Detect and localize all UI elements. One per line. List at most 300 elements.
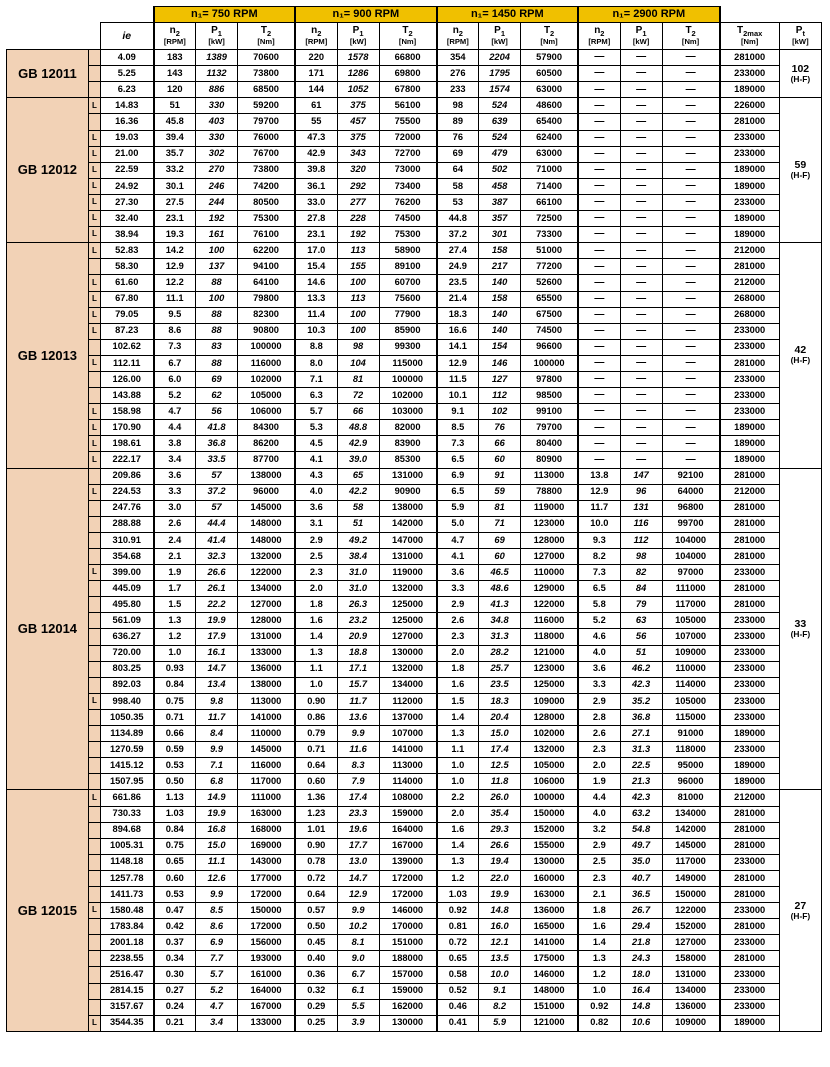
- cell-g900-t2: 141000: [379, 742, 437, 758]
- cell-g2900-n2: 13.8: [578, 468, 620, 484]
- cell-g1450-p1: 357: [479, 211, 521, 227]
- cell-g1450-t2: 150000: [521, 806, 579, 822]
- cell-g900-p1: 9.9: [337, 903, 379, 919]
- cell-g2900-t2: 105000: [662, 613, 720, 629]
- cell-g750-n2: 143: [154, 66, 196, 82]
- l-flag-cell: L: [88, 404, 100, 420]
- ie-value: 247.76: [100, 500, 153, 516]
- cell-g750-t2: 143000: [238, 854, 296, 870]
- cell-g900-p1: 1052: [337, 82, 379, 98]
- cell-g900-p1: 10.2: [337, 919, 379, 935]
- cell-g1450-p1: 19.4: [479, 854, 521, 870]
- cell-g900-t2: 76200: [379, 194, 437, 210]
- cell-g900-t2: 73000: [379, 162, 437, 178]
- cell-g1450-t2: 121000: [521, 645, 579, 661]
- cell-g750-p1: 3.4: [196, 1015, 238, 1031]
- t2max-value: 281000: [720, 806, 780, 822]
- l-flag-cell: [88, 870, 100, 886]
- cell-g750-n2: 0.37: [154, 935, 196, 951]
- cell-g900-p1: 98: [337, 339, 379, 355]
- cell-g1450-n2: 2.0: [437, 645, 479, 661]
- cell-g750-p1: 7.7: [196, 951, 238, 967]
- t2max-value: 233000: [720, 854, 780, 870]
- cell-g900-t2: 83900: [379, 436, 437, 452]
- cell-g900-t2: 85300: [379, 452, 437, 468]
- ie-value: 3157.67: [100, 999, 153, 1015]
- cell-g750-p1: 41.8: [196, 420, 238, 436]
- cell-g750-t2: 148000: [238, 532, 296, 548]
- l-flag-cell: [88, 951, 100, 967]
- cell-g900-t2: 74500: [379, 211, 437, 227]
- l-flag-cell: [88, 629, 100, 645]
- cell-g750-p1: 6.8: [196, 774, 238, 790]
- cell-g750-t2: 163000: [238, 806, 296, 822]
- t2max-value: 212000: [720, 275, 780, 291]
- unit-nm: [Nm]: [398, 37, 417, 47]
- l-flag-cell: L: [88, 275, 100, 291]
- cell-g900-n2: 4.5: [295, 436, 337, 452]
- l-flag-cell: L: [88, 355, 100, 371]
- table-row: [7, 307, 822, 323]
- cell-g900-n2: 15.4: [295, 259, 337, 275]
- cell-g2900-t2: 111000: [662, 581, 720, 597]
- cell-g2900-t2: —: [662, 130, 720, 146]
- cell-g2900-n2: —: [578, 355, 620, 371]
- cell-g2900-p1: —: [620, 130, 662, 146]
- cell-g900-p1: 17.7: [337, 838, 379, 854]
- cell-g900-t2: 134000: [379, 677, 437, 693]
- cell-g2900-p1: 96: [620, 484, 662, 500]
- t2max-value: 233000: [720, 967, 780, 983]
- t2max-value: 233000: [720, 323, 780, 339]
- t2max-value: 233000: [720, 645, 780, 661]
- cell-g750-n2: 1.03: [154, 806, 196, 822]
- cell-g1450-p1: 28.2: [479, 645, 521, 661]
- header-model-blank: [7, 23, 89, 50]
- cell-g2900-p1: 40.7: [620, 870, 662, 886]
- table-row: [7, 388, 822, 404]
- cell-g900-t2: 137000: [379, 709, 437, 725]
- cell-g1450-n2: 10.1: [437, 388, 479, 404]
- cell-g900-t2: 56100: [379, 98, 437, 114]
- l-flag-cell: [88, 983, 100, 999]
- cell-g2900-n2: 2.3: [578, 870, 620, 886]
- column-header-750-t2: $T_2$ [Nm]: [238, 23, 296, 50]
- t2max-value: 281000: [720, 919, 780, 935]
- cell-g2900-t2: —: [662, 259, 720, 275]
- cell-g750-t2: 87700: [238, 452, 296, 468]
- t2max-value: 189000: [720, 436, 780, 452]
- cell-g750-n2: 7.3: [154, 339, 196, 355]
- cell-g750-p1: 12.6: [196, 870, 238, 886]
- cell-g1450-p1: 16.0: [479, 919, 521, 935]
- cell-g900-n2: 0.60: [295, 774, 337, 790]
- cell-g900-t2: 77900: [379, 307, 437, 323]
- cell-g900-n2: 144: [295, 82, 337, 98]
- cell-g750-t2: 106000: [238, 404, 296, 420]
- cell-g900-t2: 138000: [379, 500, 437, 516]
- t2max-value: 281000: [720, 549, 780, 565]
- table-row: [7, 822, 822, 838]
- cell-g750-t2: 79700: [238, 114, 296, 130]
- ie-value: 1580.48: [100, 903, 153, 919]
- cell-g1450-p1: 60: [479, 549, 521, 565]
- cell-g1450-p1: 18.3: [479, 693, 521, 709]
- cell-g1450-t2: 175000: [521, 951, 579, 967]
- cell-g1450-p1: 66: [479, 436, 521, 452]
- cell-g900-p1: 100: [337, 275, 379, 291]
- cell-g2900-t2: 152000: [662, 919, 720, 935]
- cell-g750-t2: 82300: [238, 307, 296, 323]
- t2max-value: 189000: [720, 178, 780, 194]
- model-name-cell: GB 12015: [7, 790, 89, 1031]
- header-row-units: [7, 23, 822, 50]
- ie-value: 61.60: [100, 275, 153, 291]
- column-header-900-t2: $T_2$ [Nm]: [379, 23, 437, 50]
- cell-g750-n2: 1.0: [154, 645, 196, 661]
- cell-g750-p1: 246: [196, 178, 238, 194]
- cell-g750-n2: 0.66: [154, 726, 196, 742]
- cell-g900-p1: 42.9: [337, 436, 379, 452]
- cell-g1450-n2: 4.7: [437, 532, 479, 548]
- cell-g1450-t2: 152000: [521, 822, 579, 838]
- cell-g900-n2: 27.8: [295, 211, 337, 227]
- ie-value: 1148.18: [100, 854, 153, 870]
- cell-g2900-n2: 1.0: [578, 983, 620, 999]
- cell-g1450-p1: 14.8: [479, 903, 521, 919]
- cell-g2900-t2: 150000: [662, 886, 720, 902]
- cell-g1450-t2: 132000: [521, 742, 579, 758]
- l-flag-cell: L: [88, 903, 100, 919]
- cell-g2900-n2: 4.4: [578, 790, 620, 806]
- cell-g750-n2: 3.6: [154, 468, 196, 484]
- cell-g2900-p1: 51: [620, 645, 662, 661]
- cell-g2900-t2: 114000: [662, 677, 720, 693]
- l-flag-cell: [88, 516, 100, 532]
- cell-g2900-n2: —: [578, 194, 620, 210]
- column-header-t2max: $T_{2max}$ [Nm]: [720, 23, 780, 50]
- l-flag-cell: [88, 854, 100, 870]
- t2max-value: 233000: [720, 709, 780, 725]
- cell-g1450-n2: 0.72: [437, 935, 479, 951]
- l-flag-cell: [88, 82, 100, 98]
- cell-g750-t2: 177000: [238, 870, 296, 886]
- l-flag-cell: [88, 774, 100, 790]
- cell-g2900-p1: —: [620, 114, 662, 130]
- cell-g1450-n2: 1.4: [437, 838, 479, 854]
- cell-g1450-p1: 60: [479, 452, 521, 468]
- cell-g750-n2: 0.75: [154, 838, 196, 854]
- cell-g1450-t2: 110000: [521, 565, 579, 581]
- t2max-value: 226000: [720, 98, 780, 114]
- cell-g2900-p1: 116: [620, 516, 662, 532]
- cell-g1450-p1: 69: [479, 532, 521, 548]
- t2max-value: 189000: [720, 420, 780, 436]
- cell-g750-n2: 0.53: [154, 758, 196, 774]
- cell-g1450-n2: 233: [437, 82, 479, 98]
- l-flag-cell: [88, 758, 100, 774]
- ie-value: 1507.95: [100, 774, 153, 790]
- t2max-value: 281000: [720, 870, 780, 886]
- column-header-pt: $P_t$ [kW]: [779, 23, 821, 50]
- cell-g750-p1: 6.9: [196, 935, 238, 951]
- cell-g2900-n2: 0.82: [578, 1015, 620, 1031]
- cell-g750-p1: 244: [196, 194, 238, 210]
- ie-value: 1257.78: [100, 870, 153, 886]
- ie-value: 58.30: [100, 259, 153, 275]
- ie-value: 445.09: [100, 581, 153, 597]
- ie-value: 52.83: [100, 243, 153, 259]
- cell-g750-p1: 330: [196, 98, 238, 114]
- t2max-value: 281000: [720, 838, 780, 854]
- cell-g750-n2: 51: [154, 98, 196, 114]
- cell-g2900-t2: —: [662, 227, 720, 243]
- cell-g900-t2: 85900: [379, 323, 437, 339]
- cell-g750-p1: 161: [196, 227, 238, 243]
- cell-g900-p1: 113: [337, 243, 379, 259]
- group-header-900: n₁= 900 RPM: [295, 7, 437, 23]
- cell-g2900-p1: 14.8: [620, 999, 662, 1015]
- model-name-cell: GB 12011: [7, 50, 89, 98]
- cell-g2900-n2: —: [578, 178, 620, 194]
- cell-g2900-p1: —: [620, 194, 662, 210]
- cell-g1450-n2: 18.3: [437, 307, 479, 323]
- cell-g900-t2: 119000: [379, 565, 437, 581]
- cell-g2900-t2: —: [662, 339, 720, 355]
- unit-rpm: [RPM]: [305, 37, 328, 47]
- cell-g750-n2: 9.5: [154, 307, 196, 323]
- cell-g2900-p1: 131: [620, 500, 662, 516]
- cell-g900-n2: 6.3: [295, 388, 337, 404]
- cell-g2900-n2: 4.6: [578, 629, 620, 645]
- cell-g750-p1: 22.2: [196, 597, 238, 613]
- cell-g750-n2: 120: [154, 82, 196, 98]
- cell-g2900-p1: 10.6: [620, 1015, 662, 1031]
- cell-g1450-n2: 7.3: [437, 436, 479, 452]
- header-lcol-blank: [88, 23, 100, 50]
- cell-g900-t2: 112000: [379, 693, 437, 709]
- cell-g2900-t2: —: [662, 388, 720, 404]
- cell-g750-t2: 172000: [238, 886, 296, 902]
- ie-value: 143.88: [100, 388, 153, 404]
- cell-g900-t2: 159000: [379, 983, 437, 999]
- cell-g900-p1: 113: [337, 291, 379, 307]
- l-flag-cell: [88, 532, 100, 548]
- cell-g2900-t2: 92100: [662, 468, 720, 484]
- cell-g900-p1: 100: [337, 307, 379, 323]
- cell-g750-t2: 164000: [238, 983, 296, 999]
- cell-g2900-t2: —: [662, 371, 720, 387]
- cell-g900-t2: 102000: [379, 388, 437, 404]
- ie-value: 288.88: [100, 516, 153, 532]
- cell-g2900-t2: 117000: [662, 854, 720, 870]
- cell-g2900-p1: —: [620, 178, 662, 194]
- cell-g1450-p1: 387: [479, 194, 521, 210]
- cell-g2900-n2: —: [578, 404, 620, 420]
- cell-g900-t2: 60700: [379, 275, 437, 291]
- cell-g1450-n2: 1.1: [437, 742, 479, 758]
- cell-g1450-t2: 65500: [521, 291, 579, 307]
- cell-g2900-t2: —: [662, 194, 720, 210]
- cell-g2900-n2: 3.6: [578, 661, 620, 677]
- l-flag-cell: L: [88, 484, 100, 500]
- cell-g750-p1: 62: [196, 388, 238, 404]
- cell-g2900-p1: 54.8: [620, 822, 662, 838]
- cell-g900-p1: 19.6: [337, 822, 379, 838]
- cell-g750-t2: 122000: [238, 565, 296, 581]
- cell-g1450-t2: 146000: [521, 967, 579, 983]
- cell-g1450-t2: 73300: [521, 227, 579, 243]
- ie-value: 5.25: [100, 66, 153, 82]
- cell-g900-n2: 42.9: [295, 146, 337, 162]
- cell-g750-t2: 113000: [238, 693, 296, 709]
- cell-g1450-p1: 158: [479, 243, 521, 259]
- cell-g2900-t2: 81000: [662, 790, 720, 806]
- cell-g1450-n2: 9.1: [437, 404, 479, 420]
- table-row: [7, 339, 822, 355]
- cell-g750-t2: 150000: [238, 903, 296, 919]
- header-row-groups: [7, 7, 822, 23]
- table-row: [7, 82, 822, 98]
- cell-g2900-n2: —: [578, 114, 620, 130]
- cell-g750-n2: 0.60: [154, 870, 196, 886]
- t2max-value: 212000: [720, 790, 780, 806]
- l-flag-cell: [88, 339, 100, 355]
- t2max-value: 268000: [720, 291, 780, 307]
- cell-g900-t2: 188000: [379, 951, 437, 967]
- cell-g900-t2: 90900: [379, 484, 437, 500]
- gearbox-table: [6, 6, 822, 1032]
- cell-g1450-t2: 72500: [521, 211, 579, 227]
- cell-g1450-t2: 52600: [521, 275, 579, 291]
- cell-g900-n2: 220: [295, 50, 337, 66]
- cell-g750-n2: 1.3: [154, 613, 196, 629]
- cell-g750-t2: 100000: [238, 339, 296, 355]
- pt-value: 59 (H-F): [779, 98, 821, 243]
- cell-g900-n2: 0.36: [295, 967, 337, 983]
- l-flag-cell: L: [88, 565, 100, 581]
- cell-g750-p1: 69: [196, 371, 238, 387]
- cell-g900-p1: 58: [337, 500, 379, 516]
- cell-g750-t2: 138000: [238, 677, 296, 693]
- cell-g1450-t2: 165000: [521, 919, 579, 935]
- cell-g750-p1: 56: [196, 404, 238, 420]
- cell-g750-p1: 1132: [196, 66, 238, 82]
- ie-value: 2814.15: [100, 983, 153, 999]
- cell-g750-t2: 128000: [238, 613, 296, 629]
- cell-g2900-t2: —: [662, 420, 720, 436]
- l-flag-cell: [88, 500, 100, 516]
- cell-g900-t2: 162000: [379, 999, 437, 1015]
- table-row: [7, 371, 822, 387]
- model-name-cell: GB 12014: [7, 468, 89, 790]
- cell-g750-p1: 14.7: [196, 661, 238, 677]
- cell-g900-n2: 11.4: [295, 307, 337, 323]
- cell-g2900-t2: 64000: [662, 484, 720, 500]
- cell-g1450-p1: 158: [479, 291, 521, 307]
- ie-value: 79.05: [100, 307, 153, 323]
- cell-g1450-t2: 100000: [521, 355, 579, 371]
- cell-g900-t2: 58900: [379, 243, 437, 259]
- cell-g900-t2: 108000: [379, 790, 437, 806]
- cell-g900-t2: 132000: [379, 581, 437, 597]
- cell-g2900-t2: —: [662, 291, 720, 307]
- cell-g2900-t2: 95000: [662, 758, 720, 774]
- cell-g900-t2: 139000: [379, 854, 437, 870]
- cell-g2900-n2: 5.2: [578, 613, 620, 629]
- cell-g2900-n2: —: [578, 66, 620, 82]
- cell-g1450-n2: 64: [437, 162, 479, 178]
- cell-g2900-p1: 18.0: [620, 967, 662, 983]
- cell-g2900-n2: 2.6: [578, 726, 620, 742]
- cell-g750-t2: 134000: [238, 581, 296, 597]
- cell-g900-p1: 11.6: [337, 742, 379, 758]
- l-flag-cell: L: [88, 307, 100, 323]
- cell-g750-t2: 68500: [238, 82, 296, 98]
- cell-g2900-n2: 2.9: [578, 838, 620, 854]
- cell-g2900-n2: —: [578, 436, 620, 452]
- ie-value: 27.30: [100, 194, 153, 210]
- l-flag-cell: L: [88, 243, 100, 259]
- table-row: [7, 98, 822, 114]
- cell-g1450-t2: 63000: [521, 146, 579, 162]
- cell-g1450-p1: 35.4: [479, 806, 521, 822]
- group-header-750: n₁= 750 RPM: [154, 7, 296, 23]
- cell-g1450-t2: 127000: [521, 549, 579, 565]
- ie-value: 1050.35: [100, 709, 153, 725]
- cell-g900-n2: 4.3: [295, 468, 337, 484]
- cell-g900-t2: 82000: [379, 420, 437, 436]
- cell-g900-n2: 0.32: [295, 983, 337, 999]
- cell-g900-t2: 130000: [379, 1015, 437, 1031]
- cell-g900-n2: 1.6: [295, 613, 337, 629]
- cell-g900-p1: 31.0: [337, 581, 379, 597]
- cell-g1450-t2: 78800: [521, 484, 579, 500]
- cell-g2900-p1: 24.3: [620, 951, 662, 967]
- table-row: [7, 983, 822, 999]
- cell-g750-p1: 17.9: [196, 629, 238, 645]
- t2max-value: 233000: [720, 371, 780, 387]
- cell-g2900-p1: 36.5: [620, 886, 662, 902]
- column-header-900-n2: $n_2$ [RPM]: [295, 23, 337, 50]
- cell-g900-p1: 17.4: [337, 790, 379, 806]
- cell-g750-n2: 0.53: [154, 886, 196, 902]
- cell-g750-n2: 11.1: [154, 291, 196, 307]
- t2max-value: 233000: [720, 565, 780, 581]
- table-row: [7, 629, 822, 645]
- cell-g1450-p1: 23.5: [479, 677, 521, 693]
- unit-rpm: [RPM]: [163, 37, 186, 47]
- cell-g900-p1: 292: [337, 178, 379, 194]
- l-flag-cell: L: [88, 178, 100, 194]
- cell-g1450-p1: 71: [479, 516, 521, 532]
- cell-g750-n2: 4.7: [154, 404, 196, 420]
- cell-g2900-t2: 107000: [662, 629, 720, 645]
- cell-g1450-t2: 98500: [521, 388, 579, 404]
- l-flag-cell: [88, 709, 100, 725]
- ie-value: 158.98: [100, 404, 153, 420]
- cell-g2900-t2: 134000: [662, 806, 720, 822]
- ie-value: 1783.84: [100, 919, 153, 935]
- cell-g750-t2: 75300: [238, 211, 296, 227]
- table-row: [7, 854, 822, 870]
- cell-g900-p1: 7.9: [337, 774, 379, 790]
- cell-g900-p1: 15.7: [337, 677, 379, 693]
- cell-g2900-t2: 99700: [662, 516, 720, 532]
- cell-g2900-p1: 42.3: [620, 790, 662, 806]
- cell-g2900-n2: —: [578, 98, 620, 114]
- ie-value: 4.09: [100, 50, 153, 66]
